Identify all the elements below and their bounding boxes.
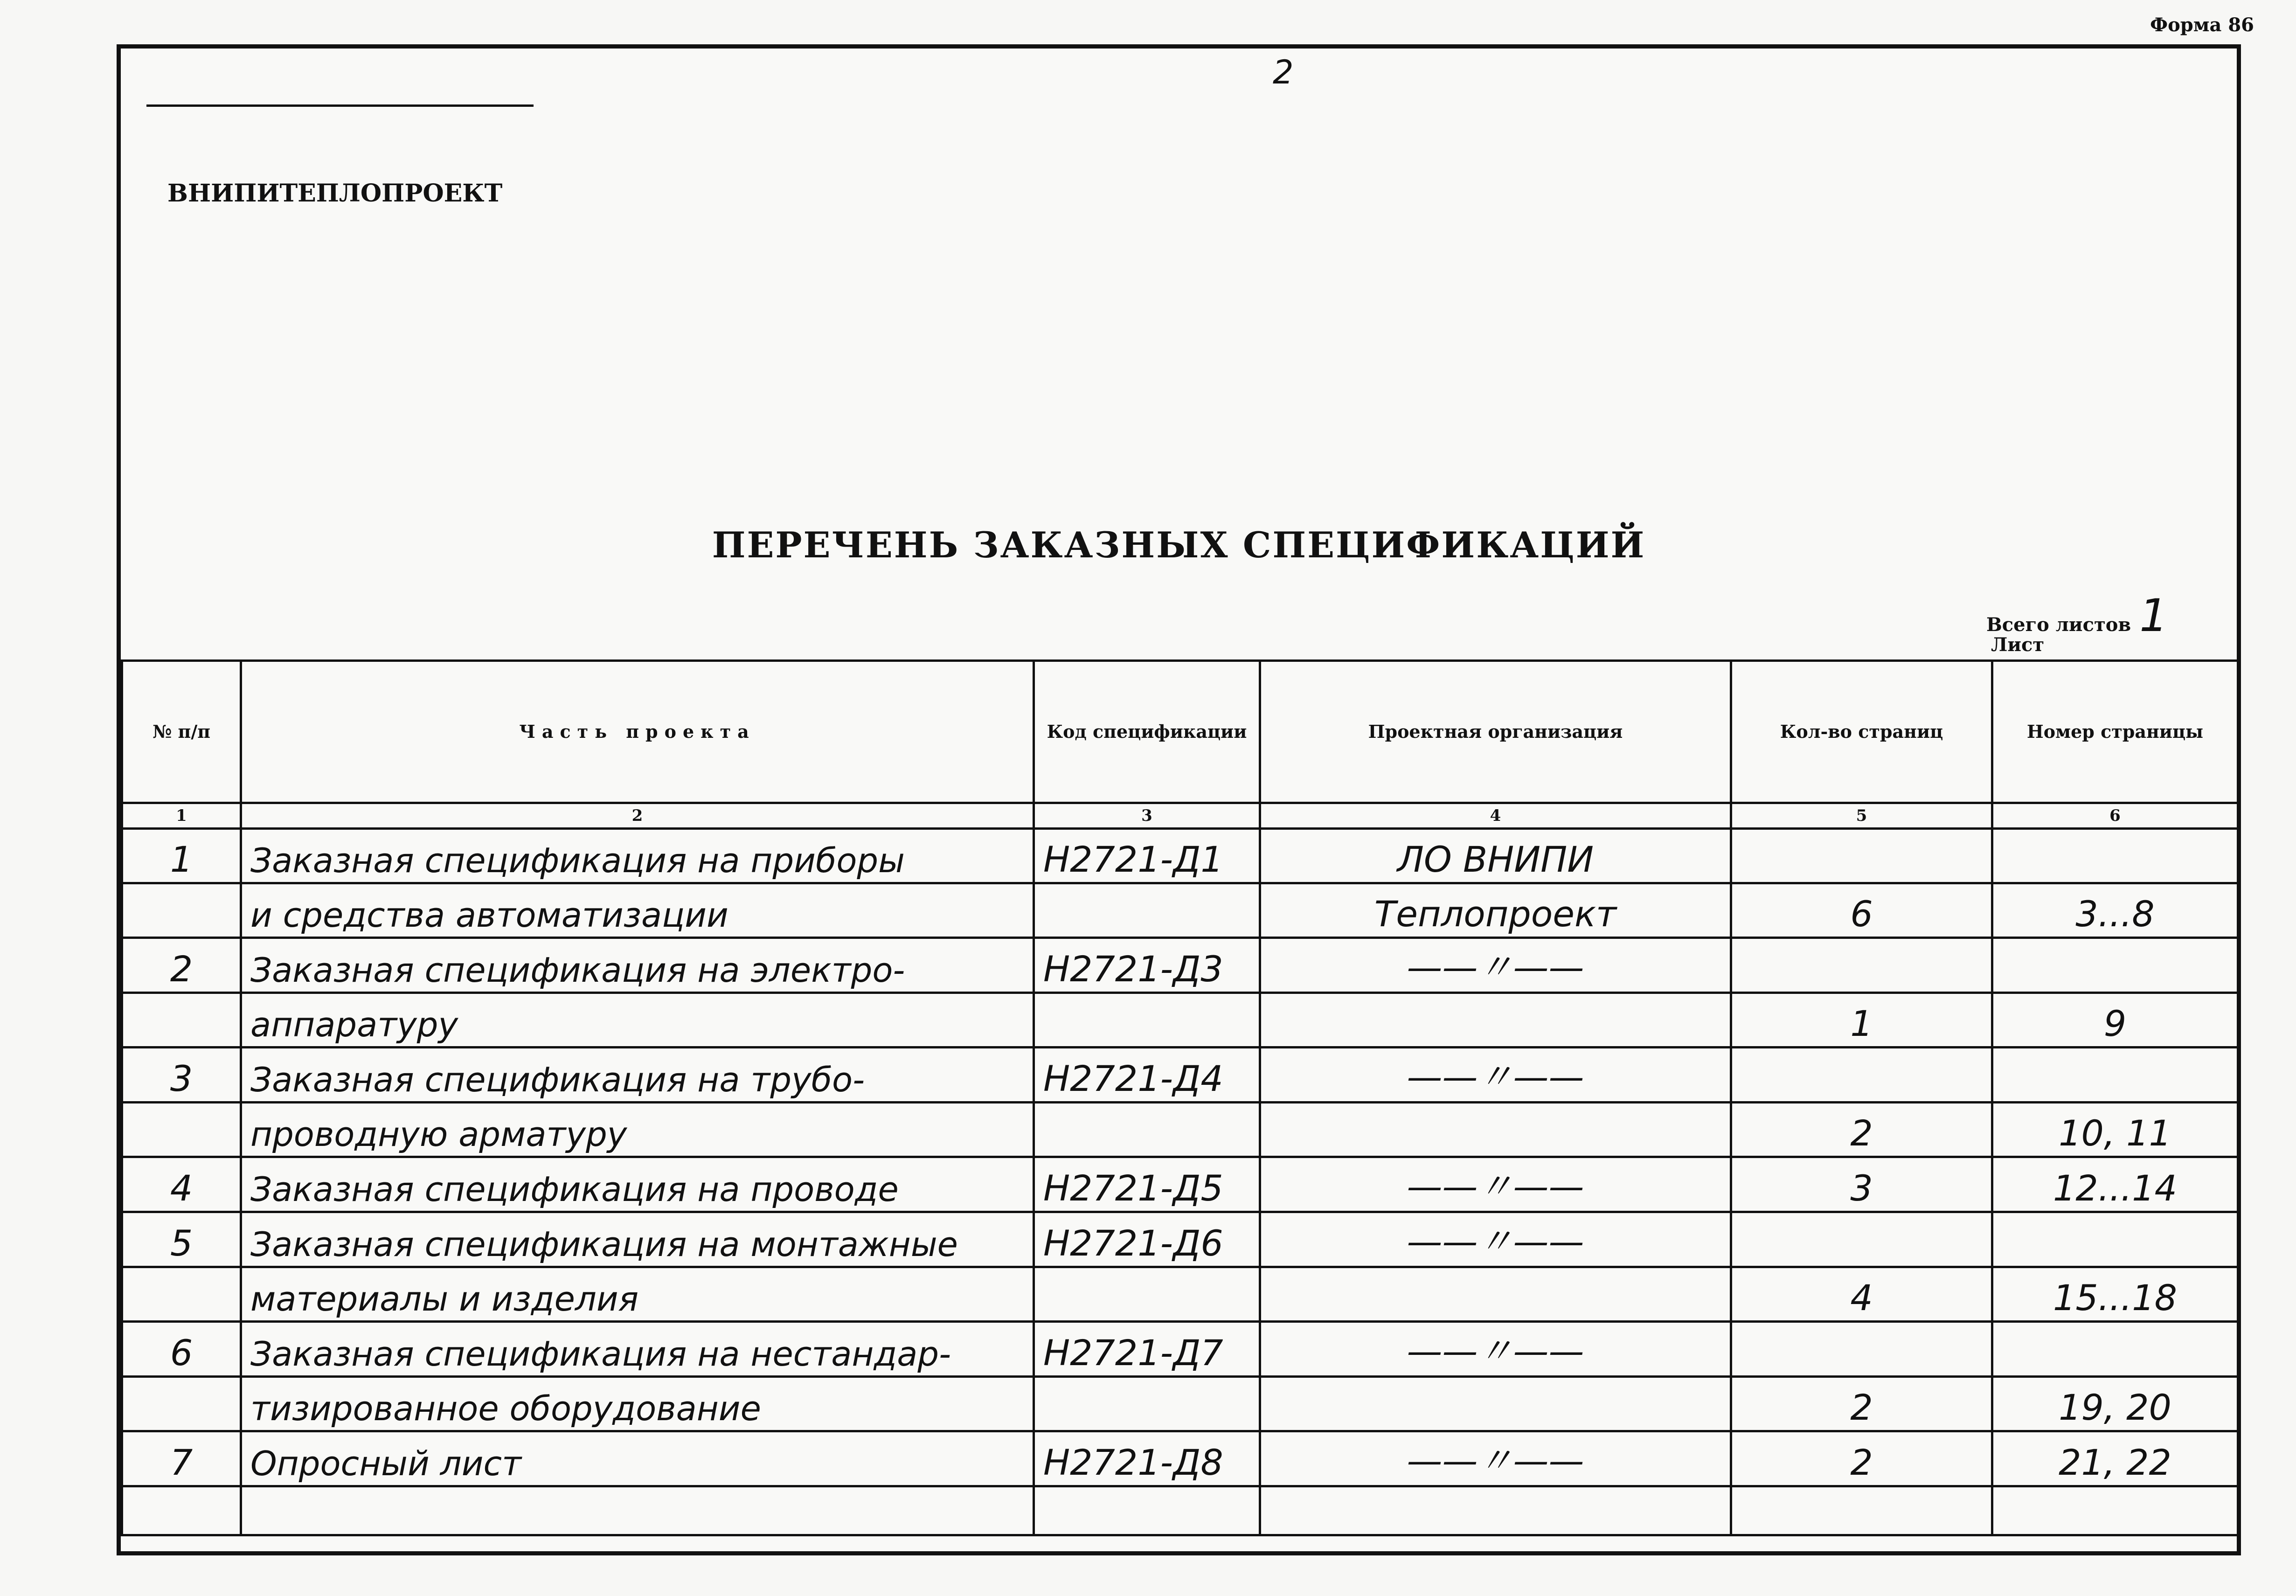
row-page-number: 12...14 (1992, 1157, 2238, 1212)
column-number: 6 (1992, 803, 2238, 829)
document-title: ПЕРЕЧЕНЬ ЗАКАЗНЫХ СПЕЦИФИКАЦИЙ (712, 524, 1646, 566)
row-organization (1260, 1103, 1731, 1157)
organization-name: ВНИПИТЕПЛОПРОЕКТ (167, 179, 503, 208)
row-project-part: Заказная спецификация на трубо- (241, 1048, 1034, 1103)
row-number (122, 993, 241, 1048)
empty-cell (1260, 1486, 1731, 1535)
row-project-part: тизированное оборудование (241, 1377, 1034, 1431)
table-row (122, 1212, 2238, 1267)
empty-cell (1731, 1486, 1992, 1535)
table-row (122, 993, 2238, 1048)
row-spec-code: Н2721-Д4 (1034, 1048, 1260, 1103)
row-spec-code (1034, 1377, 1260, 1431)
sheet-label: Лист (1991, 634, 2045, 656)
row-organization: ——〃—— (1260, 1212, 1731, 1267)
empty-cell (122, 1486, 241, 1535)
total-sheets-label: Всего листов (1986, 614, 2131, 636)
row-project-part: проводную арматуру (241, 1103, 1034, 1157)
empty-cell (1992, 1486, 2238, 1535)
row-project-part: аппаратуру (241, 993, 1034, 1048)
row-organization: ——〃—— (1260, 1322, 1731, 1377)
document-frame (117, 44, 2241, 1555)
form-label: Форма 86 (2150, 14, 2254, 36)
row-number: 2 (122, 938, 241, 993)
table-row (122, 1431, 2238, 1486)
row-page-number: 10, 11 (1992, 1103, 2238, 1157)
row-page-count: 2 (1731, 1103, 1992, 1157)
header-page-count: Кол-во страниц (1731, 661, 1992, 803)
row-number (122, 1103, 241, 1157)
row-page-number: 19, 20 (1992, 1377, 2238, 1431)
header-organization: Проектная организация (1260, 661, 1731, 803)
table-row (122, 1322, 2238, 1377)
row-page-count: 1 (1731, 993, 1992, 1048)
row-organization: ——〃—— (1260, 1157, 1731, 1212)
table-row (122, 1377, 2238, 1431)
row-page-number: 9 (1992, 993, 2238, 1048)
row-project-part: Заказная спецификация на нестандар- (241, 1322, 1034, 1377)
row-spec-code: Н2721-Д8 (1034, 1431, 1260, 1486)
header-number: № п/п (122, 661, 241, 803)
column-number: 3 (1034, 803, 1260, 829)
row-number (122, 1377, 241, 1431)
row-organization: ——〃—— (1260, 1048, 1731, 1103)
row-page-number (1992, 1212, 2238, 1267)
row-number (122, 1267, 241, 1322)
row-project-part: Заказная спецификация на приборы (241, 829, 1034, 883)
column-number: 1 (122, 803, 241, 829)
table-row (122, 938, 2238, 993)
row-page-number (1992, 938, 2238, 993)
row-organization: ——〃—— (1260, 938, 1731, 993)
empty-cell (241, 1486, 1034, 1535)
row-page-number (1992, 1048, 2238, 1103)
row-page-count: 2 (1731, 1377, 1992, 1431)
table-header-row (122, 661, 2238, 803)
row-number (122, 883, 241, 938)
row-number: 7 (122, 1431, 241, 1486)
header-spec-code: Код спецификации (1034, 661, 1260, 803)
row-organization (1260, 1267, 1731, 1322)
row-page-count (1731, 1322, 1992, 1377)
row-spec-code (1034, 1267, 1260, 1322)
column-number: 5 (1731, 803, 1992, 829)
row-page-number: 21, 22 (1992, 1431, 2238, 1486)
sheet-number: 2 (1273, 53, 1294, 91)
total-sheets-value: 1 (2139, 590, 2168, 642)
row-spec-code (1034, 1103, 1260, 1157)
row-project-part: и средства автоматизации (241, 883, 1034, 938)
row-page-count (1731, 938, 1992, 993)
row-spec-code: Н2721-Д5 (1034, 1157, 1260, 1212)
table-row (122, 1103, 2238, 1157)
row-page-count (1731, 1212, 1992, 1267)
row-project-part: материалы и изделия (241, 1267, 1034, 1322)
row-number: 4 (122, 1157, 241, 1212)
row-page-count (1731, 829, 1992, 883)
row-page-count: 2 (1731, 1431, 1992, 1486)
row-organization: Теплопроект (1260, 883, 1731, 938)
row-page-number: 3...8 (1992, 883, 2238, 938)
column-number: 2 (241, 803, 1034, 829)
row-spec-code: Н2721-Д3 (1034, 938, 1260, 993)
row-spec-code: Н2721-Д7 (1034, 1322, 1260, 1377)
table-row (122, 1048, 2238, 1103)
row-page-number: 15...18 (1992, 1267, 2238, 1322)
row-spec-code (1034, 993, 1260, 1048)
table-row (122, 1267, 2238, 1322)
row-project-part: Заказная спецификация на проводе (241, 1157, 1034, 1212)
row-spec-code (1034, 883, 1260, 938)
specification-table (121, 659, 2239, 1536)
table-row (122, 829, 2238, 883)
row-spec-code: Н2721-Д6 (1034, 1212, 1260, 1267)
signature-line (146, 104, 534, 107)
empty-row (122, 1486, 2238, 1535)
table-row (122, 883, 2238, 938)
column-number-row (122, 803, 2238, 829)
row-page-count (1731, 1048, 1992, 1103)
row-organization (1260, 993, 1731, 1048)
row-page-number (1992, 1322, 2238, 1377)
header-page-number: Номер страницы (1992, 661, 2238, 803)
row-spec-code: Н2721-Д1 (1034, 829, 1260, 883)
row-project-part: Заказная спецификация на монтажные (241, 1212, 1034, 1267)
row-number: 6 (122, 1322, 241, 1377)
row-project-part: Опросный лист (241, 1431, 1034, 1486)
row-number: 1 (122, 829, 241, 883)
row-page-count: 4 (1731, 1267, 1992, 1322)
row-project-part: Заказная спецификация на электро- (241, 938, 1034, 993)
column-number: 4 (1260, 803, 1731, 829)
header-project-part: Часть проекта (241, 661, 1034, 803)
row-number: 3 (122, 1048, 241, 1103)
empty-cell (1034, 1486, 1260, 1535)
row-organization: ——〃—— (1260, 1431, 1731, 1486)
row-organization: ЛО ВНИПИ (1260, 829, 1731, 883)
row-page-count: 6 (1731, 883, 1992, 938)
row-number: 5 (122, 1212, 241, 1267)
table-row (122, 1157, 2238, 1212)
row-organization (1260, 1377, 1731, 1431)
row-page-number (1992, 829, 2238, 883)
row-page-count: 3 (1731, 1157, 1992, 1212)
